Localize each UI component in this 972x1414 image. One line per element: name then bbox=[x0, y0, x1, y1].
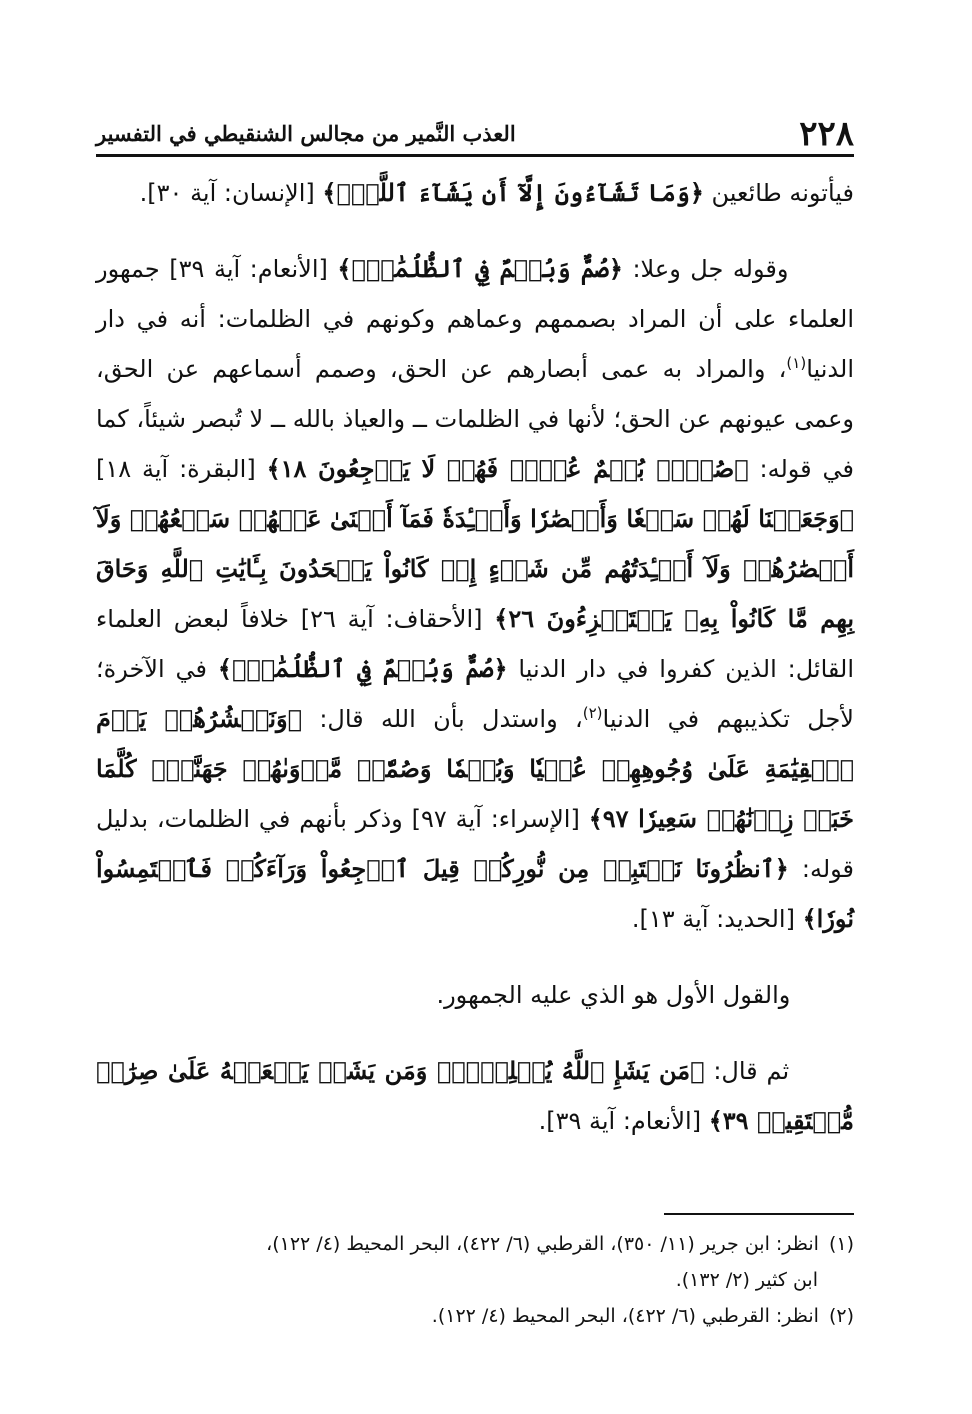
verse-reference: [الأنعام: آية ٣٩] bbox=[169, 255, 328, 283]
quran-verse: ﴿صُمُّۢ بُكۡمٌ عُمۡيٞ فَهُمۡ لَا يَرۡجِعُونَ ١٨﴾ bbox=[266, 454, 749, 483]
quran-verse: ﴿صُمٌّ وَبُكۡمٌ فِي ٱلظُّلُمَٰتِۗ﴾ bbox=[217, 654, 508, 683]
verse-reference: [الإنسان: آية ٣٠]. bbox=[139, 179, 315, 207]
text: ، والمراد به عمى أبصارهم عن الحق، وصمم أسماعهم عن الحق، وعمى عيونهم عن الحق؛ لأنها في الظلمات ــ والعياذ بالله ــ لا تُبصر شيئاً، كما في قوله: bbox=[96, 355, 854, 483]
quran-verse: ﴿ٱنظُرُونَا نَقۡتَبِسۡ مِن نُّورِكُمۡ قِيلَ ٱرۡجِعُواْ وَرَآءَكُمۡ فَٱلۡتَمِسُواْ نُورٗا﴾ bbox=[96, 854, 854, 933]
footnote-separator bbox=[664, 1213, 854, 1215]
quran-verse: ﴿وَمَا تَشَآءُونَ إِلَّآ أَن يَشَآءَ ٱللَّهُۚ﴾ bbox=[322, 178, 704, 207]
footnote-number: (٢) bbox=[828, 1305, 854, 1327]
footnote-marker-2[interactable]: (٢) bbox=[582, 704, 603, 722]
text: وقوله جل وعلا: bbox=[632, 255, 789, 283]
paragraph-3 bbox=[96, 970, 854, 1020]
quran-verse: ﴿وَنَحۡشُرُهُمۡ يَوۡمَ ٱلۡقِيَٰمَةِ عَلَىٰ وُجُوهِهِمۡ عُمۡيٗا وَبُكۡمٗا وَصُمّٗاۖ مَّأۡوَىٰهُمۡ جَهَنَّمُۖ كُلَّمَا خَبَتۡ زِدۡنَٰهُمۡ سَعِيرٗا ٩٧﴾ bbox=[96, 704, 855, 833]
verse-reference: [الحديد: آية ١٣]. bbox=[631, 905, 795, 933]
verse-reference: [البقرة: آية ١٨] bbox=[96, 455, 256, 483]
quran-verse: ﴿صُمٌّ وَبُكۡمٌ فِي ٱلظُّلُمَٰتِۗ﴾ bbox=[337, 254, 623, 283]
running-title: العذب النَّمير من مجالس الشنقيطي في التفسير bbox=[96, 121, 516, 146]
paragraph-1 bbox=[96, 168, 854, 218]
text: والقول الأول هو الذي عليه الجمهور. bbox=[436, 981, 791, 1009]
page-header bbox=[96, 108, 854, 157]
quran-verse: ﴿وَجَعَلۡنَا لَهُمۡ سَمۡعٗا وَأَبۡصَٰرٗا وَأَفۡـِٔدَةٗ فَمَآ أَغۡنَىٰ عَنۡهُمۡ سَمۡعُهُمۡ وَلَآ أَبۡصَٰرُهُمۡ وَلَآ أَفۡـِٔدَتُهُم مِّن شَيۡءٍ إِذۡ كَانُواْ يَجۡحَدُونَ بِـَٔايَٰتِ ٱللَّهِ وَحَاقَ بِهِم مَّا كَانُواْ بِهِۦ يَسۡتَهۡزِءُونَ ٢٦﴾ bbox=[96, 504, 855, 633]
text: خلافاً لبعض العلماء القائل: الذين كفروا في دار الدنيا bbox=[96, 605, 855, 683]
text: ثم قال: bbox=[713, 1057, 790, 1085]
paragraph-2 bbox=[96, 244, 854, 944]
text: وذكر بأنهم في الظلمات، بدليل قوله: bbox=[96, 805, 854, 883]
text: فيأتونه طائعين bbox=[711, 179, 854, 207]
footnote-marker-1[interactable]: (١) bbox=[786, 354, 807, 372]
quran-verse: ﴿مَن يَشَإِ ٱللَّهُ يُضۡلِلۡهُۚ وَمَن يَشَأۡ يَجۡعَلۡهُ عَلَىٰ صِرَٰطٖ مُّسۡتَقِيمٖ ٣٩﴾ bbox=[96, 1056, 854, 1135]
footnote-2 bbox=[96, 1298, 854, 1334]
page-number: ٢٢٨ bbox=[799, 114, 854, 154]
verse-reference: [الإسراء: آية ٩٧] bbox=[411, 805, 580, 833]
footnote-text: انظر: ابن جرير (١١/ ٣٥٠)، القرطبي (٦/ ٤٢٢)، البحر المحيط (٤/ ١٢٢)، bbox=[266, 1233, 819, 1255]
footnote-text: انظر: القرطبي (٦/ ٤٢٢)، البحر المحيط (٤/ ١٢٢). bbox=[431, 1305, 819, 1327]
footnotes bbox=[96, 1226, 854, 1334]
paragraph-4 bbox=[96, 1046, 854, 1146]
text: ، واستدل بأن الله قال: bbox=[319, 705, 583, 733]
footnote-1 bbox=[96, 1226, 854, 1262]
text: جمهور العلماء على أن المراد بصممهم وعماهم وكونهم في الظلمات: أنه في دار الدنيا bbox=[96, 255, 854, 383]
text: في الآخرة؛ لأجل تكذيبهم في الدنيا bbox=[96, 655, 854, 733]
verse-reference: [الأنعام: آية ٣٩]. bbox=[538, 1107, 702, 1135]
footnote-text: ابن كثير (٢/ ١٣٢). bbox=[675, 1269, 818, 1291]
footnote-number: (١) bbox=[828, 1233, 854, 1255]
footnote-1-continued bbox=[96, 1262, 854, 1298]
main-text bbox=[96, 168, 854, 1146]
verse-reference: [الأحقاف: آية ٢٦] bbox=[300, 605, 483, 633]
